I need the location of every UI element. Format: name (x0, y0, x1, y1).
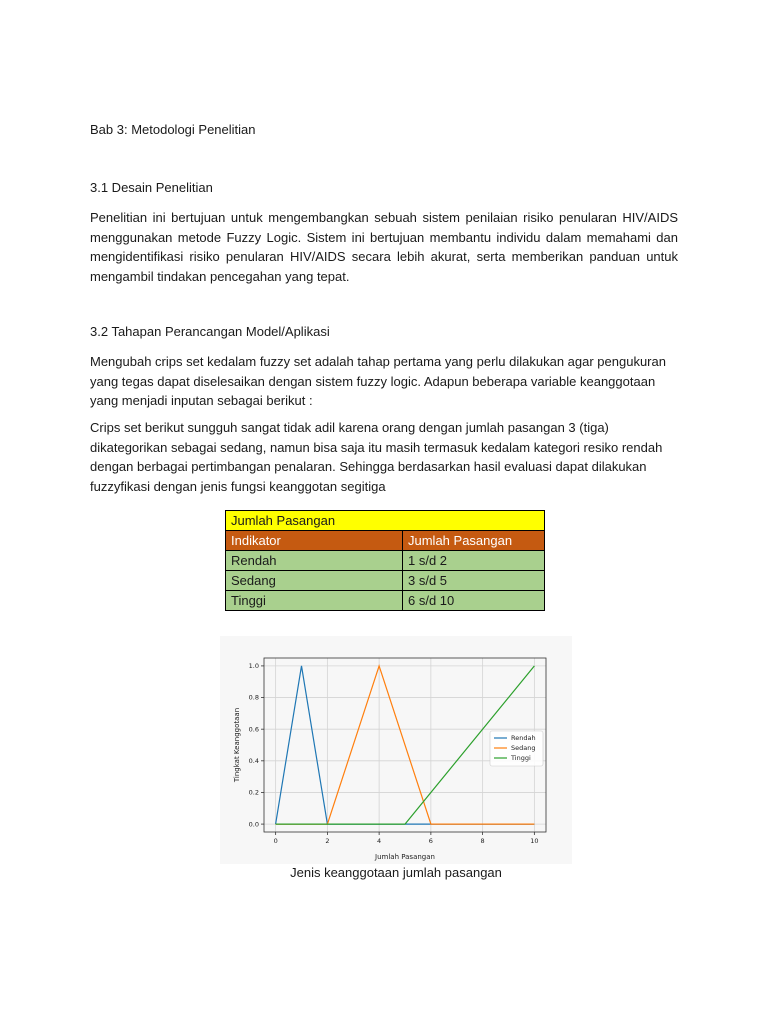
table-row (226, 551, 545, 571)
y-tick-label: 1.0 (248, 662, 259, 671)
x-tick-label: 8 (480, 837, 485, 845)
table-title-row (226, 511, 545, 531)
x-tick-label: 6 (428, 837, 433, 845)
x-tick-label: 10 (530, 837, 539, 845)
chart-legend (490, 731, 543, 766)
paragraph-tahapan-1: Mengubah crips set kedalam fuzzy set adalah tahap pertama yang perlu dilakukan agar pengukuran yang tegas dapat diselesaikan dengan sistem fuzzy logic. Adapun beberapa variable keanggotaan yang menjadi inputan sebagai berikut : (90, 354, 666, 408)
y-axis-label: Tingkat Keanggotaan (233, 707, 241, 783)
table-row (226, 571, 545, 591)
table-cell-jumlah: 3 s/d 5 (403, 571, 545, 591)
table-header-row (226, 531, 545, 551)
paragraph-desain: Penelitian ini bertujuan untuk mengembangkan sebuah sistem penilaian risiko penularan HIV/AIDS menggunakan metode Fuzzy Logic. Sistem ini bertujuan membantu individu dalam memahami dan mengidentifikasi risiko penularan HIV/AIDS secara lebih akurat, serta memberikan panduan untuk mengambil tindakan pencegahan yang tepat. (90, 210, 678, 284)
y-tick-label: 0.0 (248, 820, 259, 829)
table-header-jumlah: Jumlah Pasangan (403, 531, 545, 551)
y-tick-label: 0.2 (248, 788, 259, 797)
table-header-indikator: Indikator (226, 531, 403, 551)
chart-caption: Jenis keanggotaan jumlah pasangan (290, 865, 502, 880)
legend-label: Tinggi (511, 754, 531, 763)
chapter-title: Bab 3: Metodologi Penelitian (90, 122, 256, 137)
table-cell-indikator: Rendah (226, 551, 403, 571)
table-title: Jumlah Pasangan (226, 511, 545, 531)
membership-chart (220, 636, 572, 864)
x-axis-label: Jumlah Pasangan (375, 853, 435, 861)
table-cell-jumlah: 6 s/d 10 (403, 591, 545, 611)
x-tick-label: 2 (325, 837, 330, 845)
table-cell-jumlah: 1 s/d 2 (403, 551, 545, 571)
y-tick-label: 0.8 (248, 693, 259, 702)
section-title-desain: 3.1 Desain Penelitian (90, 180, 213, 195)
x-tick-label: 4 (377, 837, 382, 845)
x-tick-label: 0 (273, 837, 278, 845)
legend-label: Sedang (511, 744, 536, 753)
section-title-tahapan: 3.2 Tahapan Perancangan Model/Aplikasi (90, 324, 330, 339)
paragraph-tahapan-2: Crips set berikut sungguh sangat tidak adil karena orang dengan jumlah pasangan 3 (tiga) dikategorikan sebagai sedang, namun bisa saja itu masih termasuk kedalam kategori resiko rendah dengan berbagai pertimbangan penalaran. Sehingga berdasarkan hasil evaluasi dapat dilakukan fuzzyfikasi dengan jenis fungsi keanggotan segitiga (90, 420, 663, 494)
table-cell-indikator: Tinggi (226, 591, 403, 611)
table-row (226, 591, 545, 611)
jumlah-pasangan-table (225, 510, 545, 611)
y-tick-label: 0.4 (248, 757, 259, 766)
y-tick-label: 0.6 (248, 725, 259, 734)
table-cell-indikator: Sedang (226, 571, 403, 591)
legend-label: Rendah (511, 734, 536, 743)
